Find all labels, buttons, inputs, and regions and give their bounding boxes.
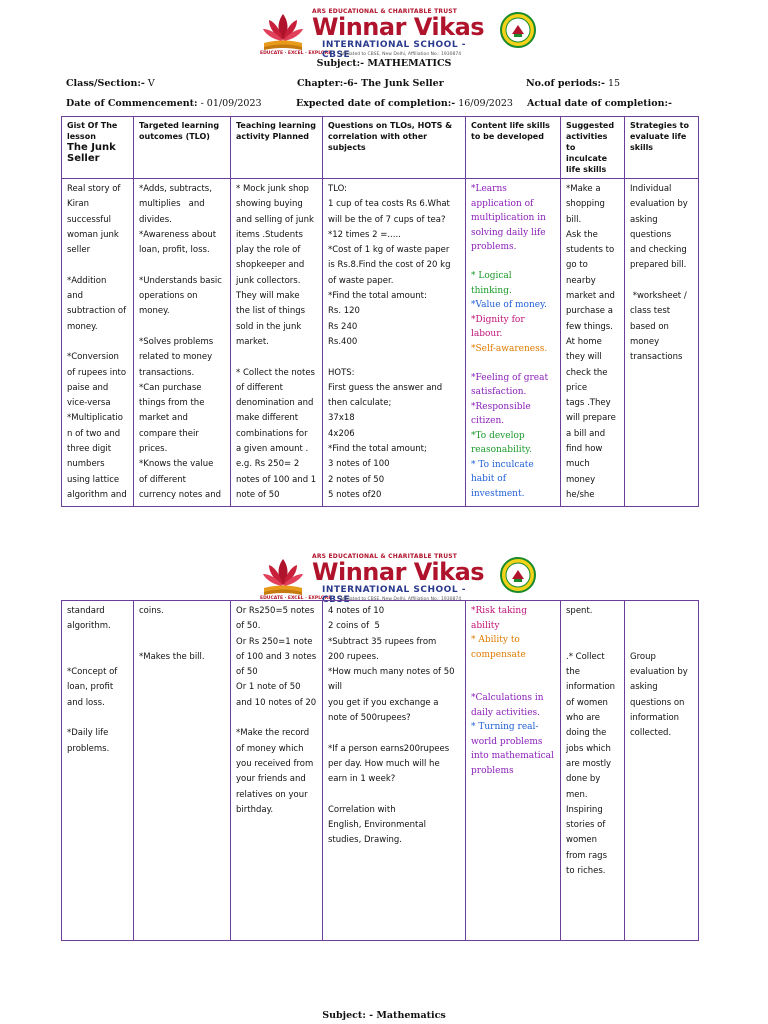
- cell-line: currency notes and: [139, 489, 222, 500]
- header-questions: Questions on TLOs, HOTS & correlation with other subjects: [323, 117, 466, 179]
- cell-line: [139, 635, 225, 650]
- cell-line: find how: [566, 444, 603, 455]
- cell-line: [328, 788, 460, 803]
- cell-line: [630, 619, 693, 634]
- cell-line: transactions: [630, 352, 683, 363]
- cell-line: of 100 and 3 notes: [236, 651, 317, 662]
- cell-line: compare their: [139, 428, 199, 439]
- life-skill-line: citizen.: [471, 416, 505, 426]
- cell-line: few things.: [566, 321, 613, 332]
- cell-line: the list of things: [236, 306, 306, 317]
- cell-line: will prepare: [566, 413, 616, 424]
- cell-line: [328, 726, 460, 741]
- cell-line: * Mock junk shop: [236, 184, 309, 194]
- life-skills-cell: [466, 179, 561, 507]
- life-skill-line: *Risk taking: [471, 606, 527, 616]
- cell-line: [566, 619, 619, 634]
- cell-line: 3 notes of 100: [328, 459, 390, 470]
- cell-line: prices.: [139, 444, 168, 455]
- strategies-cell: [625, 179, 699, 507]
- cell-line: showing buying: [236, 199, 303, 210]
- cell-line: algorithm and: [67, 489, 127, 500]
- trust-name: ARS EDUCATIONAL & CHARITABLE TRUST: [312, 8, 458, 15]
- cell-line: *Make a: [566, 184, 601, 194]
- cell-line: [236, 350, 317, 365]
- cell-line: make different: [236, 413, 299, 424]
- cell-line: denomination and: [236, 398, 314, 409]
- cell-line: items .Students: [236, 229, 303, 240]
- cell-line: *Multiplicatio: [67, 413, 123, 424]
- cell-line: 37x18: [328, 413, 355, 424]
- cell-line: HOTS:: [328, 367, 355, 378]
- cell-line: of rupees into: [67, 367, 127, 378]
- cell-line: related to money: [139, 352, 213, 363]
- suggested-activities-cell: [561, 179, 625, 507]
- header-activity: Teaching learning activity Planned: [231, 117, 323, 179]
- life-skill-line: [471, 677, 555, 692]
- cell-line: who are: [566, 713, 600, 724]
- cell-line: and checking: [630, 245, 687, 256]
- cell-line: Or Rs250=5 notes: [236, 606, 315, 616]
- cell-line: *Makes the bill.: [139, 651, 205, 662]
- life-skill-line: [471, 662, 555, 677]
- cell-line: operations on: [139, 291, 198, 302]
- cell-line: *Daily life: [67, 728, 109, 739]
- cell-line: a given amount .: [236, 444, 309, 455]
- school-seal-icon: [500, 557, 536, 593]
- cell-line: TLO:: [328, 184, 348, 194]
- cell-line: doing the: [566, 728, 607, 739]
- cell-line: and: [67, 291, 83, 302]
- cell-line: First guess the answer and: [328, 382, 443, 393]
- cell-line: questions: [630, 229, 672, 240]
- cell-line: Or 1 note of 50: [236, 682, 301, 693]
- header-life-skills: Content life skills to be developed: [466, 117, 561, 179]
- tlo-cell: [134, 601, 231, 941]
- cell-line: At home: [566, 336, 602, 347]
- affiliation: Affiliated to CBSE, New Delhi, Affiliation No.: 1930874: [340, 597, 462, 602]
- school-brand: Winnar Vikas: [312, 13, 485, 41]
- school-tagline: EDUCATE · EXCEL · EXPLORE: [260, 596, 332, 601]
- cell-line: men.: [566, 789, 588, 800]
- life-skill-line: * To inculcate: [471, 459, 534, 470]
- cell-line: [67, 711, 128, 726]
- cell-line: the: [566, 667, 580, 678]
- cell-line: *Awareness about: [139, 229, 217, 240]
- subject-title: Subject:- MATHEMATICS: [316, 58, 452, 69]
- cell-line: Correlation with: [328, 804, 396, 815]
- cell-line: bill.: [566, 214, 582, 225]
- cell-line: things from the: [139, 398, 205, 409]
- cell-line: is Rs.8.Find the cost of 20 kg: [328, 260, 451, 271]
- cell-line: money: [566, 474, 596, 485]
- life-skill-line: reasonability.: [471, 445, 532, 455]
- cell-line: your friends and: [236, 774, 306, 785]
- cell-line: evaluation by: [630, 667, 688, 678]
- cell-line: [139, 619, 225, 634]
- cell-line: woman junk: [67, 229, 119, 240]
- cell-line: will be the of 7 cups of tea?: [328, 214, 446, 225]
- cell-line: birthday.: [236, 804, 274, 815]
- cell-line: *If a person earns200rupees: [328, 743, 450, 754]
- cell-line: of money which: [236, 743, 304, 754]
- expected-completion-date: Expected date of completion:- 16/09/2023: [296, 98, 513, 109]
- cell-line: information: [566, 682, 616, 693]
- cell-line: *Subtract 35 rupees from: [328, 636, 437, 647]
- cell-line: *Understands basic: [139, 275, 222, 286]
- cell-line: loan, profit: [67, 682, 114, 693]
- life-skill-line: problems: [471, 765, 514, 776]
- school-subtitle: INTERNATIONAL SCHOOL - CBSE: [322, 40, 466, 60]
- life-skill-line: *Learns: [471, 184, 507, 194]
- cell-line: 1 cup of tea costs Rs 6.What: [328, 199, 450, 210]
- cell-line: money.: [67, 321, 98, 332]
- cell-line: [67, 650, 128, 665]
- cell-line: [67, 635, 128, 650]
- activity-cell: [231, 179, 323, 507]
- cell-line: *12 times 2 =.....: [328, 229, 401, 240]
- school-header: [0, 545, 768, 605]
- life-skill-line: *Responsible: [471, 401, 531, 412]
- lotus-book-icon: [260, 555, 306, 599]
- cell-line: and 10 notes of 20: [236, 697, 317, 708]
- page-1: [0, 0, 768, 500]
- cell-line: 2 coins of 5: [328, 621, 380, 632]
- header-suggested-activities: Suggested activities to inculcate life skills: [561, 117, 625, 179]
- life-skill-line: *Dignity for: [471, 314, 525, 325]
- cell-line: from rags: [566, 850, 608, 861]
- page-2: [0, 545, 768, 945]
- cell-line: earn in 1 week?: [328, 774, 396, 785]
- gist-cell: [62, 179, 134, 507]
- cell-line: successful: [67, 214, 111, 225]
- header-gist: Gist Of The lesson The Junk Seller: [62, 117, 134, 179]
- lotus-book-icon: [260, 10, 306, 54]
- cell-line: of 50: [236, 667, 258, 678]
- table-row: [62, 179, 699, 507]
- cell-line: *Knows the value: [139, 459, 214, 470]
- cell-line: of different: [139, 474, 186, 485]
- cell-line: .* Collect: [566, 651, 605, 662]
- cell-line: notes of 100 and 1: [236, 474, 317, 485]
- cell-line: coins.: [139, 606, 164, 616]
- cell-line: *Find the total amount:: [328, 291, 427, 302]
- school-header: [0, 0, 768, 60]
- cell-line: [630, 604, 693, 619]
- life-skill-line: compensate: [471, 649, 526, 660]
- life-skill-line: *To develop: [471, 430, 525, 441]
- life-skills-cell: [466, 601, 561, 941]
- cell-line: prepared bill.: [630, 260, 687, 271]
- cell-line: Inspiring: [566, 804, 603, 815]
- life-skill-line: *Calculations in: [471, 693, 544, 703]
- cell-line: information: [630, 713, 680, 724]
- cell-line: and selling of junk: [236, 214, 314, 225]
- life-skill-line: investment.: [471, 488, 525, 499]
- cell-line: Group: [630, 651, 656, 662]
- chapter-name: Chapter:-6- The Junk Seller: [297, 78, 444, 89]
- cell-line: to riches.: [566, 866, 606, 877]
- cell-line: problems.: [67, 743, 110, 754]
- table-row: [62, 601, 699, 941]
- life-skill-line: solving daily life: [471, 227, 546, 238]
- actual-completion-date: Actual date of completion:-: [527, 98, 672, 109]
- cell-line: of waste paper.: [328, 275, 394, 286]
- date-of-commencement: Date of Commencement: - 01/09/2023: [66, 98, 262, 109]
- lesson-title: The Junk Seller: [67, 142, 116, 164]
- cell-line: he/she: [566, 489, 595, 500]
- lesson-plan-table-page-1: [61, 116, 699, 507]
- life-skill-line: [471, 255, 555, 270]
- cell-line: per day. How much will he: [328, 758, 440, 769]
- cell-line: combinations for: [236, 428, 308, 439]
- cell-line: transactions.: [139, 367, 195, 378]
- cell-line: they will: [566, 352, 602, 363]
- school-subtitle: INTERNATIONAL SCHOOL - CBSE: [322, 585, 466, 605]
- cell-line: [630, 635, 693, 650]
- life-skill-line: multiplication in: [471, 213, 546, 223]
- cell-line: *Make the record: [236, 728, 310, 739]
- cell-line: *Concept of: [67, 667, 118, 678]
- cell-line: 4x206: [328, 428, 355, 439]
- suggested-activities-cell: [561, 601, 625, 941]
- cell-line: money: [630, 336, 660, 347]
- cell-line: *Can purchase: [139, 382, 202, 393]
- cell-line: questions on: [630, 697, 685, 708]
- life-skill-line: * Logical thinking.: [471, 271, 515, 296]
- cell-line: of women: [566, 697, 608, 708]
- life-skill-line: labour.: [471, 329, 503, 339]
- cell-line: jobs which: [566, 743, 611, 754]
- cell-line: you received from: [236, 758, 314, 769]
- affiliation: Affiliated to CBSE, New Delhi, Affiliation No.: 1930874: [340, 52, 462, 57]
- life-skill-line: ability: [471, 620, 500, 631]
- cell-line: nearby: [566, 275, 596, 286]
- life-skill-line: *Self-awareness.: [471, 343, 548, 354]
- cell-line: [630, 274, 693, 289]
- cell-line: purchase a: [566, 306, 613, 317]
- cell-line: [328, 350, 460, 365]
- cell-line: They will make: [236, 291, 300, 302]
- cell-line: using lattice: [67, 474, 120, 485]
- cell-line: stories of: [566, 820, 606, 831]
- cell-line: [236, 711, 317, 726]
- cell-line: studies, Drawing.: [328, 835, 403, 846]
- cell-line: shopkeeper and: [236, 260, 305, 271]
- cell-line: of different: [236, 382, 283, 393]
- cell-line: * Collect the notes: [236, 367, 315, 378]
- cell-line: tags .They: [566, 398, 611, 409]
- cell-line: standard: [67, 606, 105, 616]
- life-skill-line: *Value of money.: [471, 300, 547, 310]
- table-header-row: [62, 117, 699, 179]
- tlo-cell: [134, 179, 231, 507]
- cell-line: class test: [630, 306, 671, 317]
- life-skill-line: * Ability to: [471, 635, 520, 645]
- cell-line: market and: [566, 291, 615, 302]
- cell-line: *Adds, subtracts,: [139, 184, 212, 194]
- cell-line: you get if you exchange a: [328, 697, 439, 708]
- cell-line: *Find the total amount;: [328, 444, 427, 455]
- cell-line: [67, 258, 128, 273]
- cell-line: [566, 635, 619, 650]
- cell-line: Individual: [630, 184, 672, 194]
- header-strategies: Strategies to evaluate life skills: [625, 117, 699, 179]
- trust-name: ARS EDUCATIONAL & CHARITABLE TRUST: [312, 553, 458, 560]
- cell-line: seller: [67, 245, 91, 256]
- questions-cell: [323, 601, 466, 941]
- cell-line: divides.: [139, 214, 172, 225]
- cell-line: go to: [566, 260, 588, 271]
- cell-line: Kiran: [67, 199, 90, 210]
- header-tlo: Targeted learning outcomes (TLO): [134, 117, 231, 179]
- life-skill-line: problems.: [471, 242, 517, 252]
- cell-line: sold in the junk: [236, 321, 302, 332]
- cell-line: e.g. Rs 250= 2: [236, 459, 300, 470]
- cell-line: note of 500rupees?: [328, 713, 411, 724]
- class-section: Class/Section:- V: [66, 78, 155, 89]
- cell-line: *How much many notes of 50 will: [328, 667, 458, 693]
- cell-line: Real story of: [67, 184, 121, 194]
- cell-line: note of 50: [236, 489, 280, 500]
- life-skill-line: into mathematical: [471, 751, 554, 761]
- cell-line: and loss.: [67, 697, 105, 708]
- gist-cell: [62, 601, 134, 941]
- cell-line: multiplies and: [139, 199, 205, 210]
- cell-line: evaluation by: [630, 199, 688, 210]
- cell-line: *Cost of 1 kg of waste paper: [328, 245, 450, 256]
- cell-line: done by: [566, 774, 601, 785]
- cell-line: women: [566, 835, 598, 846]
- cell-line: asking: [630, 682, 658, 693]
- cell-line: paise and: [67, 382, 109, 393]
- cell-line: vice-versa: [67, 398, 111, 409]
- cell-line: 4 notes of 10: [328, 606, 385, 616]
- cell-line: 5 notes of20: [328, 489, 382, 500]
- cell-line: [67, 335, 128, 350]
- cell-line: a bill and: [566, 428, 606, 439]
- cell-line: algorithm.: [67, 621, 111, 632]
- cell-line: of 50.: [236, 621, 261, 632]
- cell-line: subtraction of: [67, 306, 127, 317]
- cell-line: shopping: [566, 199, 605, 210]
- school-brand: Winnar Vikas: [312, 558, 485, 586]
- life-skill-line: [471, 356, 555, 371]
- cell-line: then calculate;: [328, 398, 392, 409]
- cell-line: market and: [139, 413, 188, 424]
- cell-line: three digit: [67, 444, 112, 455]
- school-tagline: EDUCATE · EXCEL · EXPLORE: [260, 51, 332, 56]
- cell-line: *Solves problems: [139, 336, 214, 347]
- life-skill-line: world problems: [471, 736, 543, 747]
- life-skill-line: application of: [471, 198, 534, 209]
- cell-line: spent.: [566, 606, 593, 616]
- cell-line: *Addition: [67, 275, 107, 286]
- activity-cell: [231, 601, 323, 941]
- cell-line: Rs 240: [328, 321, 358, 332]
- cell-line: [139, 258, 225, 273]
- cell-line: 2 notes of 50: [328, 474, 385, 485]
- cell-line: check the: [566, 367, 608, 378]
- number-of-periods: No.of periods:- 15: [526, 78, 621, 89]
- cell-line: Ask the: [566, 229, 598, 240]
- cell-line: loan, profit, loss.: [139, 245, 210, 256]
- strategies-cell: [625, 601, 699, 941]
- cell-line: collected.: [630, 728, 672, 739]
- life-skill-line: * Turning real-: [471, 722, 539, 732]
- cell-line: play the role of: [236, 245, 301, 256]
- life-skill-line: satisfaction.: [471, 387, 527, 397]
- life-skill-line: daily activities.: [471, 707, 540, 718]
- cell-line: 200 rupees.: [328, 651, 379, 662]
- cell-line: [139, 320, 225, 335]
- cell-line: market.: [236, 336, 269, 347]
- cell-line: junk collectors.: [236, 275, 301, 286]
- life-skill-line: habit of: [471, 474, 507, 484]
- cell-line: are mostly: [566, 758, 612, 769]
- cell-line: price: [566, 382, 588, 393]
- footer-subject: Subject: - Mathematics: [322, 1010, 446, 1021]
- cell-line: asking: [630, 214, 658, 225]
- school-logo: [260, 8, 490, 60]
- cell-line: much: [566, 459, 590, 470]
- lesson-plan-table-page-2: [61, 600, 699, 941]
- school-logo: [260, 553, 490, 605]
- cell-line: English, Environmental: [328, 820, 426, 831]
- cell-line: based on: [630, 321, 669, 332]
- life-skill-line: *Feeling of great: [471, 372, 549, 383]
- cell-line: *Conversion: [67, 352, 119, 363]
- cell-line: numbers: [67, 459, 105, 470]
- cell-line: Rs. 120: [328, 306, 360, 317]
- cell-line: *worksheet /: [630, 291, 687, 302]
- school-seal-icon: [500, 12, 536, 48]
- questions-cell: [323, 179, 466, 507]
- cell-line: Or Rs 250=1 note: [236, 636, 313, 647]
- cell-line: n of two and: [67, 428, 121, 439]
- cell-line: money.: [139, 306, 170, 317]
- cell-line: Rs.400: [328, 336, 358, 347]
- cell-line: students to: [566, 245, 615, 256]
- cell-line: relatives on your: [236, 789, 308, 800]
